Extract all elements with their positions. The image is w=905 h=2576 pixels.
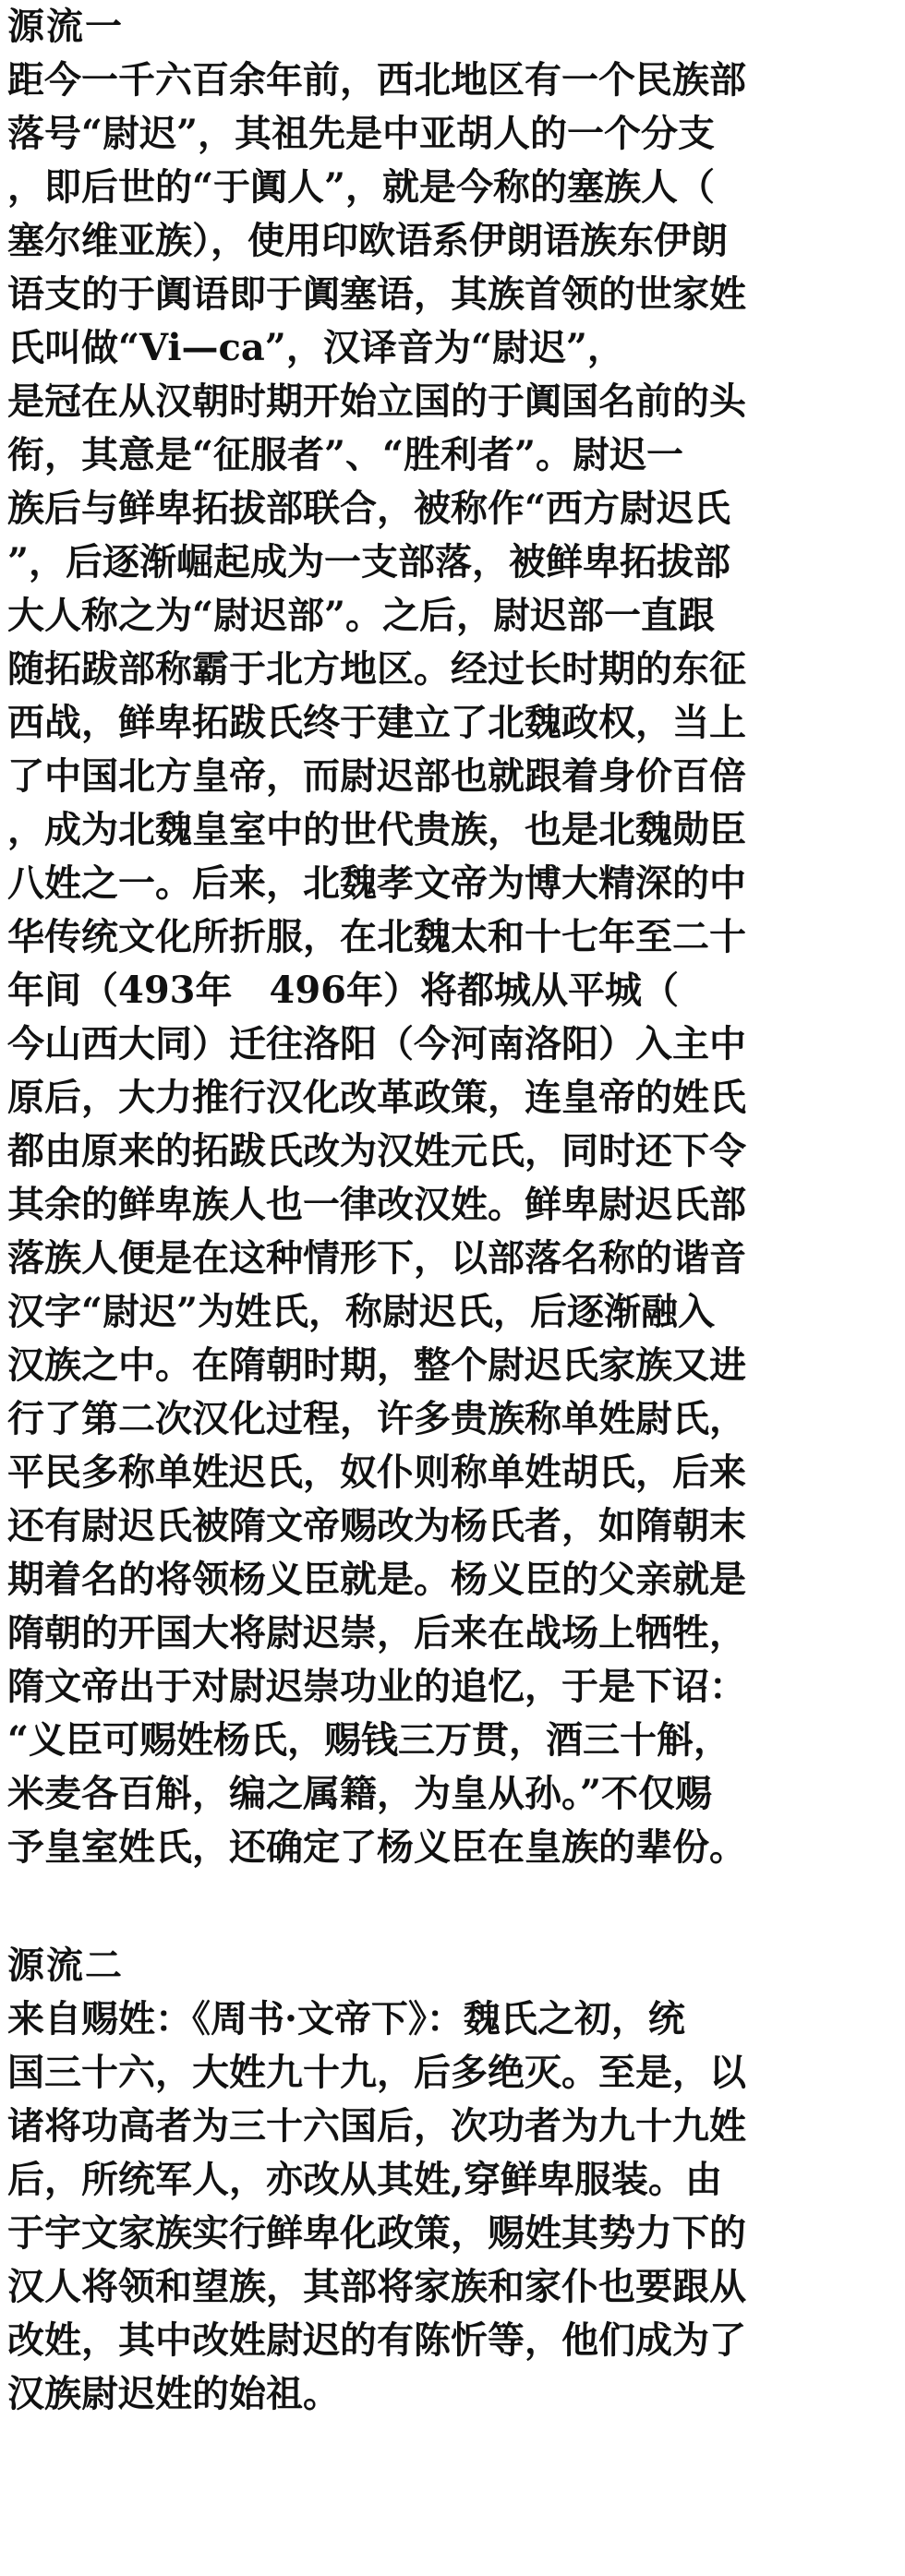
text-line: 国三十六，大姓九十九，后多绝灭。至是，以 [7,2051,746,2094]
text-line: 隋朝的开国大将尉迟崇，后来在战场上牺牲， [7,1611,746,1655]
section-body [7,54,896,1874]
section-origin-one [7,0,896,1874]
text-line: 随拓跋部称霸于北方地区。经过长时期的东征 [7,647,746,691]
text-line: 来自赐姓：《周书·文帝下》：魏氏之初，统 [7,1997,685,2040]
text-line: 八姓之一。后来，北魏孝文帝为博大精深的中 [7,861,746,905]
text-line: 还有尉迟氏被隋文帝赐改为杨氏者，如隋朝末 [7,1504,746,1547]
text-line: 米麦各百斛，编之属籍，为皇从孙。”不仅赐 [7,1772,713,1815]
section-heading: 源流二 [7,1944,124,1987]
text-line: 汉字“尉迟”为姓氏，称尉迟氏，后逐渐融入 [7,1290,716,1333]
text-line: 改姓，其中改姓尉迟的有陈忻等，他们成为了 [7,2318,746,2362]
text-line: 诸将功高者为三十六国后，次功者为九十九姓 [7,2104,746,2148]
text-line: 华传统文化所折服，在北魏太和十七年至二十 [7,915,746,958]
text-line: 距今一千六百余年前，西北地区有一个民族部 [7,58,746,102]
text-line: ”，后逐渐崛起成为一支部落，被鲜卑拓拔部 [7,540,731,584]
text-line: 落族人便是在这种情形下，以部落名称的谐音 [7,1236,746,1280]
text-line: 衔，其意是“征服者”、“胜利者”。尉迟一 [7,433,684,476]
text-line: “义臣可赐姓杨氏，赐钱三万贯，酒三十斛， [7,1718,731,1762]
text-line: 其余的鲜卑族人也一律改汉姓。鲜卑尉迟氏部 [7,1183,746,1226]
section-spacer [7,1874,896,1939]
text-line: 今山西大同）迁往洛阳（今河南洛阳）入主中 [7,1022,746,1065]
text-line: 族后与鲜卑拓拔部联合，被称作“西方尉迟氏 [7,487,731,530]
text-line: 年间（493年 496年）将都城从平城（ [7,969,679,1012]
text-line: 都由原来的拓跋氏改为汉姓元氏，同时还下令 [7,1129,746,1173]
text-line: 汉族之中。在隋朝时期，整个尉迟氏家族又进 [7,1343,746,1387]
text-line: 是冠在从汉朝时期开始立国的于阗国名前的头 [7,379,746,423]
text-line: 行了第二次汉化过程，许多贵族称单姓尉氏， [7,1397,746,1440]
section-heading: 源流一 [7,5,124,48]
text-line: 期着名的将领杨义臣就是。杨义臣的父亲就是 [7,1558,746,1601]
text-line: 了中国北方皇帝，而尉迟部也就跟着身价百倍 [7,754,746,798]
text-line: 隋文帝出于对尉迟崇功业的追忆，于是下诏： [7,1665,746,1708]
text-line: 塞尔维亚族），使用印欧语系伊朗语族东伊朗 [7,219,728,262]
text-line: 原后，大力推行汉化改革政策，连皇帝的姓氏 [7,1076,746,1119]
text-line: 予皇室姓氏，还确定了杨义臣在皇族的辈份。 [7,1825,746,1869]
text-line: 于宇文家族实行鲜卑化政策，赐姓其势力下的 [7,2211,746,2255]
text-line: 大人称之为“尉迟部”。之后，尉迟部一直跟 [7,594,716,637]
section-body [7,1992,896,2421]
text-line: 语支的于阗语即于阗塞语，其族首领的世家姓 [7,272,746,316]
text-line: 汉族尉迟姓的始祖。 [7,2372,340,2415]
text-line: 汉人将领和望族，其部将家族和家仆也要跟从 [7,2265,746,2308]
text-line: 落号“尉迟”，其祖先是中亚胡人的一个分支 [7,112,716,155]
section-origin-two [7,1939,896,2421]
text-line: ，即后世的“于阗人”，就是今称的塞族人（ [7,165,716,209]
text-line: 平民多称单姓迟氏，奴仆则称单姓胡氏，后来 [7,1451,746,1494]
text-line: 氏叫做“Vi—ca”，汉译音为“尉迟”， [7,326,624,369]
text-line: 西战，鲜卑拓跋氏终于建立了北魏政权，当上 [7,701,746,744]
text-line: ，成为北魏皇室中的世代贵族，也是北魏勋臣 [7,808,746,851]
text-line: 后，所统军人，亦改从其姓,穿鲜卑服装。由 [7,2158,722,2201]
